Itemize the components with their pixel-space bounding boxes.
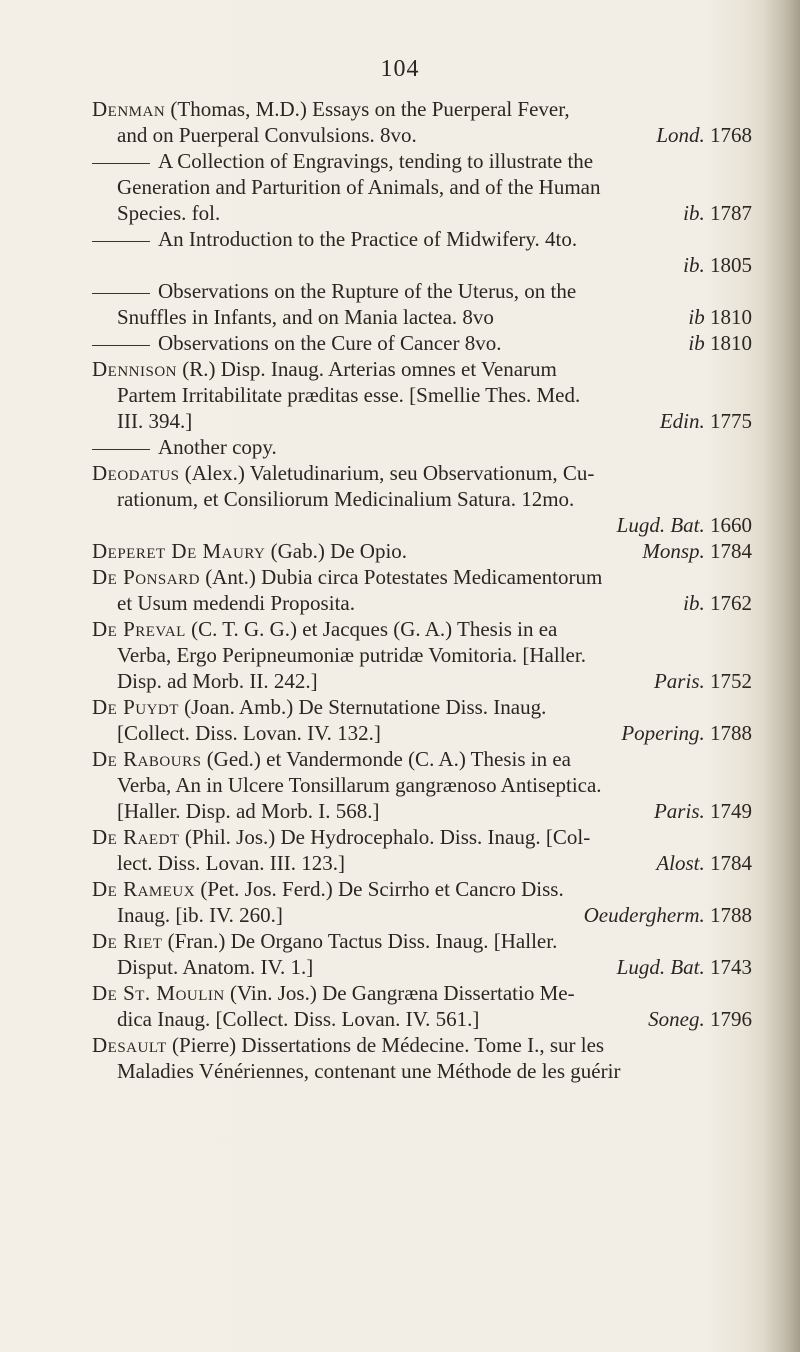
entry-text: Observations on the Rupture of the Uterus, on the xyxy=(158,279,577,303)
entry-line xyxy=(92,1058,752,1084)
author-name: Dennison xyxy=(92,357,177,381)
imprint-year: 1788 xyxy=(710,721,752,745)
imprint-place: Monsp. xyxy=(642,539,705,563)
entry-line xyxy=(92,824,752,850)
entry-line xyxy=(92,174,752,200)
entry-text: Snuffles in Infants, and on Mania lactea. 8vo xyxy=(117,305,494,329)
author-name: De Preval xyxy=(92,617,186,641)
imprint-place: Popering. xyxy=(621,721,705,745)
imprint-year: 1749 xyxy=(710,799,752,823)
imprint-place: Lond. xyxy=(656,123,705,147)
ditto-dash xyxy=(92,241,150,242)
entry-line xyxy=(92,278,752,304)
imprint-year: 1743 xyxy=(710,955,752,979)
bibliography-entry xyxy=(92,460,752,538)
imprint xyxy=(654,668,752,694)
imprint xyxy=(688,304,752,330)
imprint xyxy=(660,408,752,434)
imprint-place: Oeudergherm. xyxy=(583,903,705,927)
imprint-place: ib. xyxy=(683,591,705,615)
entry-line xyxy=(92,1032,752,1058)
entry-line xyxy=(92,980,752,1006)
entry-text: rationum, et Consiliorum Medicinalium Satura. 12mo. xyxy=(117,487,575,511)
bibliography-entry xyxy=(92,1032,752,1084)
entry-text: (C. T. G. G.) et Jacques (G. A.) Thesis in ea xyxy=(185,617,558,641)
entry-text: Disput. Anatom. IV. 1.] xyxy=(117,955,314,979)
bibliography-entry xyxy=(92,824,752,876)
imprint xyxy=(642,538,752,564)
bibliography-entry xyxy=(92,96,752,148)
author-name: Deperet De Maury xyxy=(92,539,266,563)
imprint-year: 1762 xyxy=(710,591,752,615)
imprint-year: 1805 xyxy=(710,253,752,277)
imprint xyxy=(648,1006,752,1032)
imprint-year: 1784 xyxy=(710,851,752,875)
imprint xyxy=(654,798,752,824)
bibliography-entry xyxy=(92,278,752,330)
bibliography-entry xyxy=(92,148,752,226)
imprint-place: Paris. xyxy=(653,669,705,693)
entry-line xyxy=(92,408,752,434)
bibliography-entry xyxy=(92,434,752,460)
entry-line xyxy=(92,460,752,486)
entry-text: An Introduction to the Practice of Midwifery. 4to. xyxy=(158,227,578,251)
ditto-dash xyxy=(92,345,150,346)
entry-text: [Collect. Diss. Lovan. IV. 132.] xyxy=(117,721,381,745)
imprint-place: Soneg. xyxy=(648,1007,705,1031)
entry-line xyxy=(92,720,752,746)
entry-line xyxy=(92,616,752,642)
imprint-place: Lugd. Bat. xyxy=(616,955,705,979)
bibliography-entry xyxy=(92,564,752,616)
entry-text: (Pierre) Dissertations de Médecine. Tome I., sur les xyxy=(166,1033,605,1057)
bibliography-entry xyxy=(92,694,752,746)
entry-text: (Ged.) et Vandermonde (C. A.) Thesis in ea xyxy=(201,747,571,771)
entry-line xyxy=(92,876,752,902)
entry-line xyxy=(92,200,752,226)
author-name: Desault xyxy=(92,1033,167,1057)
entry-line xyxy=(92,96,752,122)
ditto-dash xyxy=(92,163,150,164)
ditto-dash xyxy=(92,293,150,294)
bibliography-entry xyxy=(92,876,752,928)
author-name: Deodatus xyxy=(92,461,180,485)
author-name: De Riet xyxy=(92,929,163,953)
entry-line xyxy=(92,538,752,564)
imprint-place: ib xyxy=(688,305,705,329)
imprint-year: 1784 xyxy=(710,539,752,563)
entry-line xyxy=(92,902,752,928)
imprint-year: 1796 xyxy=(710,1007,752,1031)
entry-text: (Fran.) De Organo Tactus Diss. Inaug. [Haller. xyxy=(162,929,558,953)
ditto-dash xyxy=(92,449,150,450)
entry-text: [Haller. Disp. ad Morb. I. 568.] xyxy=(117,799,380,823)
entry-text: Species. fol. xyxy=(117,201,221,225)
entry-line xyxy=(92,512,752,538)
imprint-year: 1810 xyxy=(710,305,752,329)
imprint xyxy=(584,902,752,928)
entry-text: Generation and Parturition of Animals, and of the Human xyxy=(117,175,601,199)
imprint xyxy=(683,590,752,616)
imprint-year: 1787 xyxy=(710,201,752,225)
entry-text: Partem Irritabilitate præditas esse. [Smellie Thes. Med. xyxy=(117,383,581,407)
entry-text: (R.) Disp. Inaug. Arterias omnes et Venarum xyxy=(177,357,557,381)
entry-text: lect. Diss. Lovan. III. 123.] xyxy=(117,851,346,875)
bibliography-entry xyxy=(92,928,752,980)
entry-line xyxy=(92,382,752,408)
imprint xyxy=(617,512,752,538)
author-name: De Raedt xyxy=(92,825,180,849)
entry-text: Verba, An in Ulcere Tonsillarum gangrænoso Antiseptica. xyxy=(117,773,602,797)
author-name: Denman xyxy=(92,97,166,121)
entry-text: Verba, Ergo Peripneumoniæ putridæ Vomitoria. [Haller. xyxy=(117,643,586,667)
entry-text: A Collection of Engravings, tending to illustrate the xyxy=(158,149,594,173)
entry-text: Maladies Vénériennes, contenant une Méthode de les guérir xyxy=(117,1059,621,1083)
entry-line xyxy=(92,148,752,174)
author-name: De St. Moulin xyxy=(92,981,225,1005)
entry-text: Inaug. [ib. IV. 260.] xyxy=(117,903,283,927)
imprint-place: ib. xyxy=(683,201,705,225)
entry-text: III. 394.] xyxy=(117,409,193,433)
entry-text: (Thomas, M.D.) Essays on the Puerperal Fever, xyxy=(165,97,570,121)
bibliography-entry xyxy=(92,226,752,278)
entry-text: dica Inaug. [Collect. Diss. Lovan. IV. 561.] xyxy=(117,1007,480,1031)
imprint xyxy=(656,122,752,148)
entry-line xyxy=(92,1006,752,1032)
bibliography-entry xyxy=(92,980,752,1032)
entry-line xyxy=(92,798,752,824)
imprint-year: 1788 xyxy=(710,903,752,927)
entry-text: and on Puerperal Convulsions. 8vo. xyxy=(117,123,417,147)
bibliography-entry xyxy=(92,330,752,356)
entry-line xyxy=(92,590,752,616)
entry-text: (Pet. Jos. Ferd.) De Scirrho et Cancro Diss. xyxy=(195,877,564,901)
entry-line xyxy=(92,850,752,876)
entry-line xyxy=(92,252,752,278)
entry-line xyxy=(92,356,752,382)
entry-text: (Vin. Jos.) De Gangræna Dissertatio Me- xyxy=(224,981,575,1005)
entry-line xyxy=(92,564,752,590)
entry-line xyxy=(92,330,752,356)
entry-text: Observations on the Cure of Cancer 8vo. xyxy=(158,331,502,355)
bibliography-entry xyxy=(92,356,752,434)
author-name: De Rabours xyxy=(92,747,202,771)
entry-text: Another copy. xyxy=(158,435,277,459)
imprint xyxy=(683,252,752,278)
entry-line xyxy=(92,486,752,512)
entry-line xyxy=(92,694,752,720)
entry-line xyxy=(92,928,752,954)
entry-text: (Joan. Amb.) De Sternutatione Diss. Inaug. xyxy=(178,695,547,719)
entry-line xyxy=(92,304,752,330)
author-name: De Rameux xyxy=(92,877,196,901)
entry-text: (Alex.) Valetudinarium, seu Observationum, Cu- xyxy=(179,461,595,485)
imprint xyxy=(617,954,752,980)
entry-text: (Phil. Jos.) De Hydrocephalo. Diss. Inaug. [Col- xyxy=(179,825,591,849)
imprint-place: ib. xyxy=(683,253,705,277)
entry-line xyxy=(92,772,752,798)
imprint-year: 1768 xyxy=(710,123,752,147)
entry-line xyxy=(92,668,752,694)
entry-text: et Usum medendi Proposita. xyxy=(117,591,355,615)
entry-line xyxy=(92,642,752,668)
author-name: De Puydt xyxy=(92,695,179,719)
author-name: De Ponsard xyxy=(92,565,200,589)
imprint-year: 1810 xyxy=(710,331,752,355)
imprint-year: 1775 xyxy=(710,409,752,433)
entry-line xyxy=(92,434,752,460)
entry-line xyxy=(92,122,752,148)
page-edge-shadow xyxy=(764,0,800,1352)
imprint-place: ib xyxy=(688,331,705,355)
imprint xyxy=(688,330,752,356)
entry-text: Disp. ad Morb. II. 242.] xyxy=(117,669,318,693)
imprint-year: 1752 xyxy=(710,669,752,693)
imprint-place: Alost. xyxy=(656,851,705,875)
bibliography-entry xyxy=(92,746,752,824)
entry-line xyxy=(92,226,752,252)
bibliography-entry xyxy=(92,538,752,564)
imprint xyxy=(683,200,752,226)
imprint-place: Lugd. Bat. xyxy=(616,513,705,537)
entry-text: (Gab.) De Opio. xyxy=(265,539,408,563)
page-number: 104 xyxy=(380,56,420,82)
imprint-place: Edin. xyxy=(659,409,705,433)
imprint xyxy=(656,850,752,876)
entry-text: (Ant.) Dubia circa Potestates Medicamentorum xyxy=(199,565,603,589)
entry-line xyxy=(92,746,752,772)
bibliography-entries xyxy=(92,96,752,1084)
bibliography-entry xyxy=(92,616,752,694)
imprint xyxy=(621,720,752,746)
imprint-year: 1660 xyxy=(710,513,752,537)
entry-line xyxy=(92,954,752,980)
imprint-place: Paris. xyxy=(653,799,705,823)
